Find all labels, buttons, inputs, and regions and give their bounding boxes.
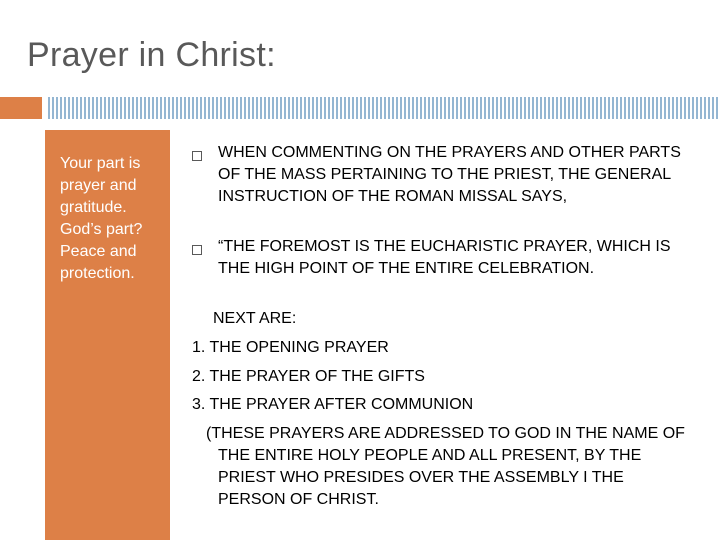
- striped-divider: [48, 97, 720, 119]
- accent-bar: [0, 97, 42, 119]
- list-item-3: 3. THE PRAYER AFTER COMMUNION: [192, 396, 474, 413]
- bullet-text-1: WHEN COMMENTING ON THE PRAYERS AND OTHER PARTS OF THE MASS PERTAINING TO THE PRIEST, THE GENERAL INSTRUCTION OF THE ROMAN MISSAL SAYS,: [218, 144, 681, 205]
- next-are-label: NEXT ARE:: [213, 310, 297, 327]
- square-bullet-icon: [192, 151, 202, 161]
- bullet-text-2: “THE FOREMOST IS THE EUCHARISTIC PRAYER, WHICH IS THE HIGH POINT OF THE ENTIRE CELEBRATION.: [218, 238, 671, 277]
- square-bullet-icon: [192, 245, 202, 255]
- closing-paragraph: (THESE PRAYERS ARE ADDRESSED TO GOD IN THE NAME OF THE ENTIRE HOLY PEOPLE AND ALL PRESENT, BY THE PRIEST WHO PRESIDES OVER THE ASSEMBLY I THE PERSON OF CHRIST.: [206, 425, 685, 508]
- sidebar-panel: [45, 130, 170, 540]
- sidebar-text: Your part is prayer and gratitude. God’s part? Peace and protection.: [60, 155, 143, 282]
- list-item-1: 1. THE OPENING PRAYER: [192, 339, 389, 356]
- slide-title: Prayer in Christ:: [27, 36, 276, 74]
- list-item-2: 2. THE PRAYER OF THE GIFTS: [192, 368, 425, 385]
